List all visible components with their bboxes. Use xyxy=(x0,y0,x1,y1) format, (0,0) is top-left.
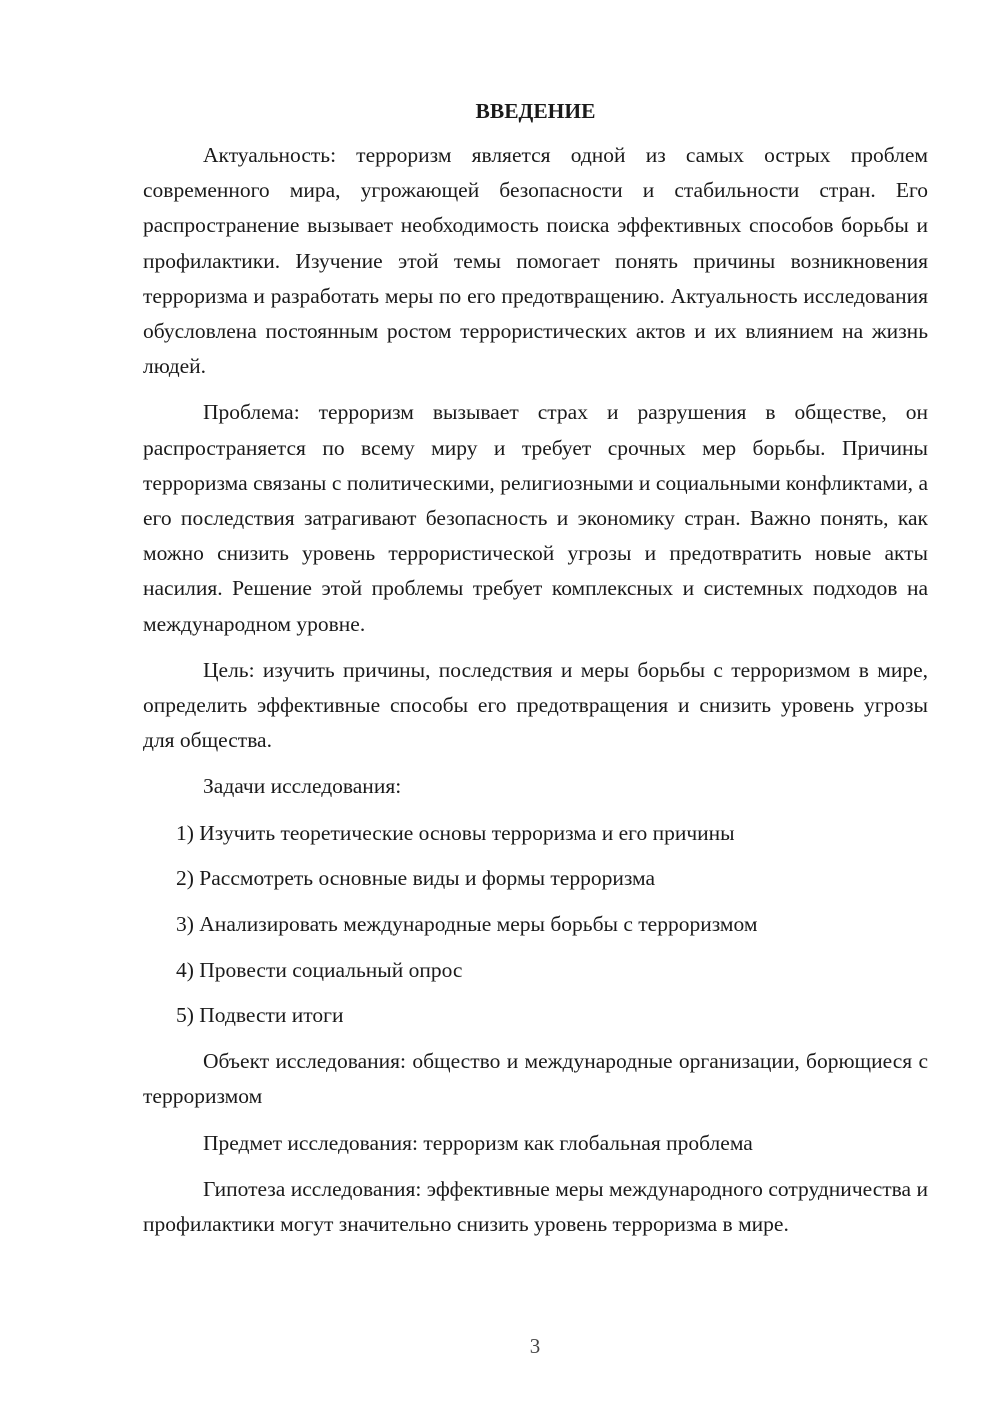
paragraph-subject: Предмет исследования: терроризм как глобальная проблема xyxy=(203,1130,753,1155)
paragraph-object: Объект исследования: общество и международные организации, борющиеся с терроризмом xyxy=(143,1049,928,1109)
task-item: 1) Изучить теоретические основы терроризма и его причины xyxy=(176,820,735,845)
task-item: 5) Подвести итоги xyxy=(176,1003,344,1028)
task-item: 2) Рассмотреть основные виды и формы терроризма xyxy=(176,866,656,891)
task-item: 4) Провести социальный опрос xyxy=(176,957,463,982)
page-content xyxy=(143,96,928,1253)
page-number: 3 xyxy=(529,1334,541,1358)
paragraph-relevance: Актуальность: терроризм является одной из самых острых проблем современного мира, угрожающей безопасности и стабильности стран. Его распространение вызывает необходимость поиска эффективных способов борьбы и профилактики. Изучение этой темы помогает понять причины возникновения терроризма и разработать меры по его предотвращению. Актуальность исследования обусловлена постоянным ростом террористических актов и их влиянием на жизнь людей. xyxy=(143,143,928,379)
section-title: ВВЕДЕНИЕ xyxy=(475,99,596,123)
paragraph-hypothesis: Гипотеза исследования: эффективные меры международного сотрудничества и профилактики могут значительно снизить уровень терроризма в мире. xyxy=(143,1176,928,1236)
task-item: 3) Анализировать международные меры борьбы с терроризмом xyxy=(176,912,758,937)
tasks-heading: Задачи исследования: xyxy=(203,774,402,799)
paragraph-goal: Цель: изучить причины, последствия и меры борьбы с терроризмом в мире, определить эффективные способы его предотвращения и снизить уровень угрозы для общества. xyxy=(143,657,928,753)
paragraph-problem: Проблема: терроризм вызывает страх и разрушения в обществе, он распространяется по всему миру и требует срочных мер борьбы. Причины терроризма связаны с политическими, религиозными и социальными конфликтами, а его последствия затрагивают безопасность и экономику стран. Важно понять, как можно снизить уровень террористической угрозы и предотвратить новые акты насилия. Решение этой проблемы требует комплексных и системных подходов на международном уровне. xyxy=(143,400,928,636)
tasks-list xyxy=(143,816,928,1034)
